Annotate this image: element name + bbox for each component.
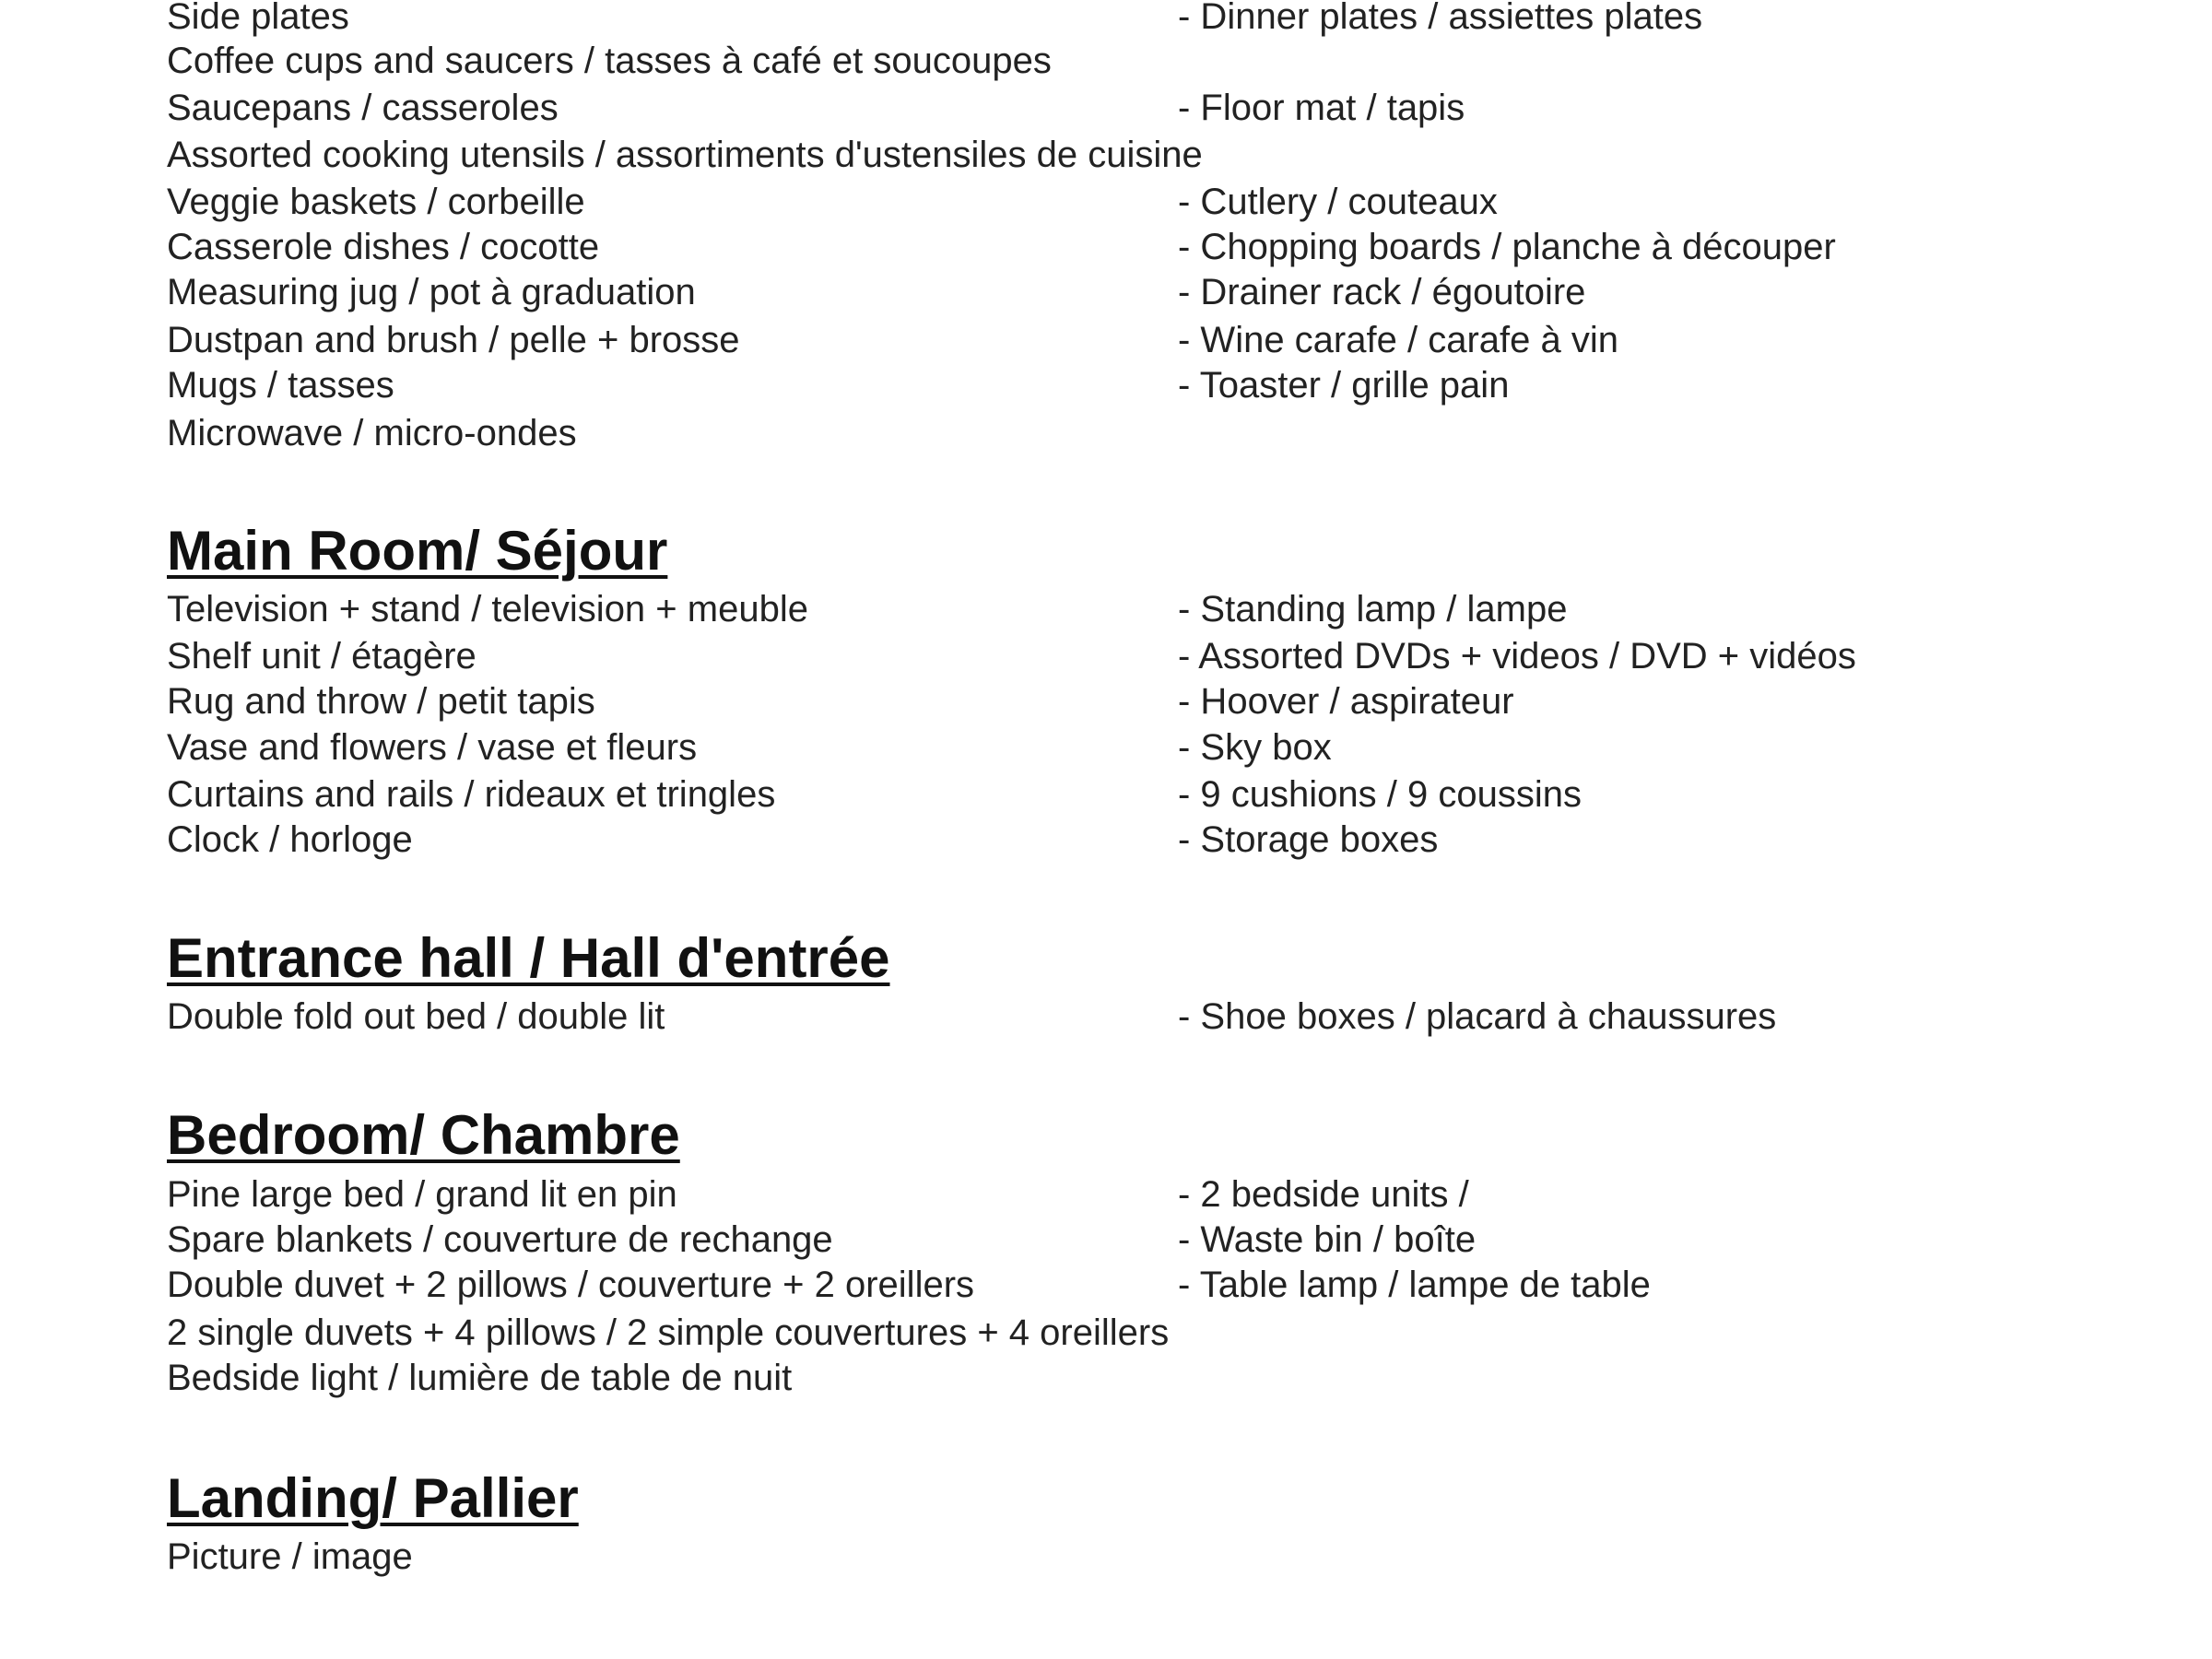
item-left: Measuring jug / pot à graduation	[167, 272, 696, 312]
section-heading: Bedroom/ Chambre	[167, 1104, 680, 1166]
item-left: Assorted cooking utensils / assortiments d'ustensiles de cuisine	[167, 135, 1203, 175]
item-right: - Wine carafe / carafe à vin	[1178, 320, 1618, 360]
item-left: Coffee cups and saucers / tasses à café et soucoupes	[167, 41, 1052, 81]
item-left: Saucepans / casseroles	[167, 88, 559, 128]
list-item	[167, 1262, 2010, 1308]
list-item	[167, 132, 2010, 178]
item-left: Television + stand / television + meuble	[167, 589, 808, 629]
list-item	[167, 724, 2010, 771]
item-left: Dustpan and brush / pelle + brosse	[167, 320, 740, 360]
list-item	[167, 771, 2010, 818]
item-left: 2 single duvets + 4 pillows / 2 simple couvertures + 4 oreillers	[167, 1312, 1170, 1353]
item-left: Clock / horloge	[167, 819, 413, 860]
item-right: - Assorted DVDs + videos / DVD + vidéos	[1178, 636, 1856, 677]
list-item	[167, 410, 2010, 456]
list-item	[167, 1355, 2010, 1401]
section-heading: Landing/ Pallier	[167, 1467, 579, 1529]
section-heading: Entrance hall / Hall d'entrée	[167, 927, 890, 989]
item-right: - Floor mat / tapis	[1178, 88, 1465, 128]
item-right: - 9 cushions / 9 coussins	[1178, 774, 1582, 815]
item-right: - Cutlery / couteaux	[1178, 182, 1498, 222]
list-item	[167, 224, 2010, 270]
item-right: - Chopping boards / planche à découper	[1178, 227, 1836, 267]
item-right: - Waste bin / boîte	[1178, 1219, 1477, 1260]
item-right: - Dinner plates / assiettes plates	[1178, 0, 1703, 37]
item-left: Shelf unit / étagère	[167, 636, 477, 677]
item-left: Veggie baskets / corbeille	[167, 182, 585, 222]
item-left: Picture / image	[167, 1536, 413, 1577]
list-item	[167, 1534, 2010, 1580]
item-right: - Shoe boxes / placard à chaussures	[1178, 996, 1777, 1037]
item-right: - Drainer rack / égoutoire	[1178, 272, 1586, 312]
list-item	[167, 85, 2010, 131]
list-item	[167, 633, 2010, 679]
item-left: Side plates	[167, 0, 349, 37]
list-item	[167, 269, 2010, 315]
list-item	[167, 1171, 2010, 1218]
item-left: Microwave / micro-ondes	[167, 413, 577, 453]
item-right: - Hoover / aspirateur	[1178, 681, 1514, 722]
list-item	[167, 179, 2010, 225]
section-heading: Main Room/ Séjour	[167, 520, 668, 582]
item-left: Curtains and rails / rideaux et tringles	[167, 774, 776, 815]
item-left: Rug and throw / petit tapis	[167, 681, 595, 722]
item-left: Spare blankets / couverture de rechange	[167, 1219, 833, 1260]
list-item	[167, 38, 2010, 84]
item-right: - Toaster / grille pain	[1178, 365, 1510, 406]
item-left: Double fold out bed / double lit	[167, 996, 665, 1037]
item-left: Pine large bed / grand lit en pin	[167, 1174, 677, 1215]
list-item	[167, 1310, 2010, 1356]
item-left: Vase and flowers / vase et fleurs	[167, 727, 698, 768]
list-item	[167, 994, 2010, 1040]
item-left: Bedside light / lumière de table de nuit	[167, 1358, 793, 1398]
list-item	[167, 817, 2010, 863]
item-right: - Standing lamp / lampe	[1178, 589, 1568, 629]
item-right: - Sky box	[1178, 727, 1332, 768]
item-left: Double duvet + 2 pillows / couverture + 2 oreillers	[167, 1265, 975, 1305]
item-right: - Storage boxes	[1178, 819, 1439, 860]
item-right: - 2 bedside units /	[1178, 1174, 1469, 1215]
item-left: Mugs / tasses	[167, 365, 394, 406]
item-right: - Table lamp / lampe de table	[1178, 1265, 1651, 1305]
list-item	[167, 0, 2010, 40]
list-item	[167, 362, 2010, 408]
list-item	[167, 678, 2010, 724]
list-item	[167, 1217, 2010, 1263]
item-left: Casserole dishes / cocotte	[167, 227, 600, 267]
list-item	[167, 317, 2010, 363]
list-item	[167, 586, 2010, 632]
